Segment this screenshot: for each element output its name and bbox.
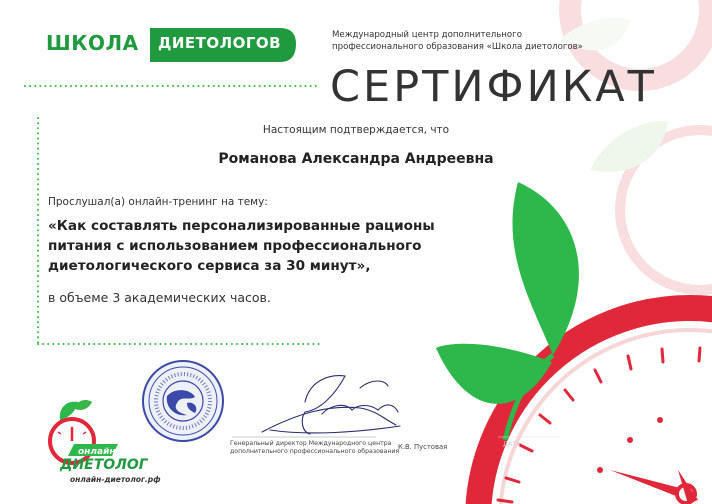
signature-icon bbox=[262, 376, 400, 434]
official-seal-icon bbox=[143, 361, 223, 441]
online-logo-small-text: онлайн bbox=[78, 447, 116, 457]
training-topic: «Как составлять персонализированные рационы питания с использованием профессионального диетологического сервиса за 30 минут», bbox=[48, 218, 435, 274]
date-label: ДАТА bbox=[503, 441, 521, 448]
signature-caption: Генеральный директор Международного центра дополнительного профессионального образования bbox=[230, 440, 400, 455]
online-logo-url: онлайн-диетолог.рф bbox=[70, 475, 161, 484]
listened-text: Прослушал(а) онлайн-тренинг на тему: bbox=[48, 196, 268, 208]
training-volume: в объеме 3 академических часов. bbox=[48, 290, 271, 305]
logo-dietologists-text: ДИЕТОЛОГОВ bbox=[158, 34, 282, 52]
organization-name: Международный центр дополнительного профессионального образования «Школа диетологов» bbox=[332, 30, 583, 52]
confirm-text: Настоящим подтверждается, что bbox=[262, 124, 450, 136]
signer-name: К.В. Пустовая bbox=[398, 443, 448, 451]
online-logo-big-text: ДИЕТОЛОГ bbox=[60, 457, 148, 473]
logo-school-text: ШКОЛА bbox=[46, 31, 139, 55]
certificate-title: СЕРТИФИКАТ bbox=[330, 62, 657, 112]
person-name: Романова Александра Андреевна bbox=[218, 151, 494, 167]
